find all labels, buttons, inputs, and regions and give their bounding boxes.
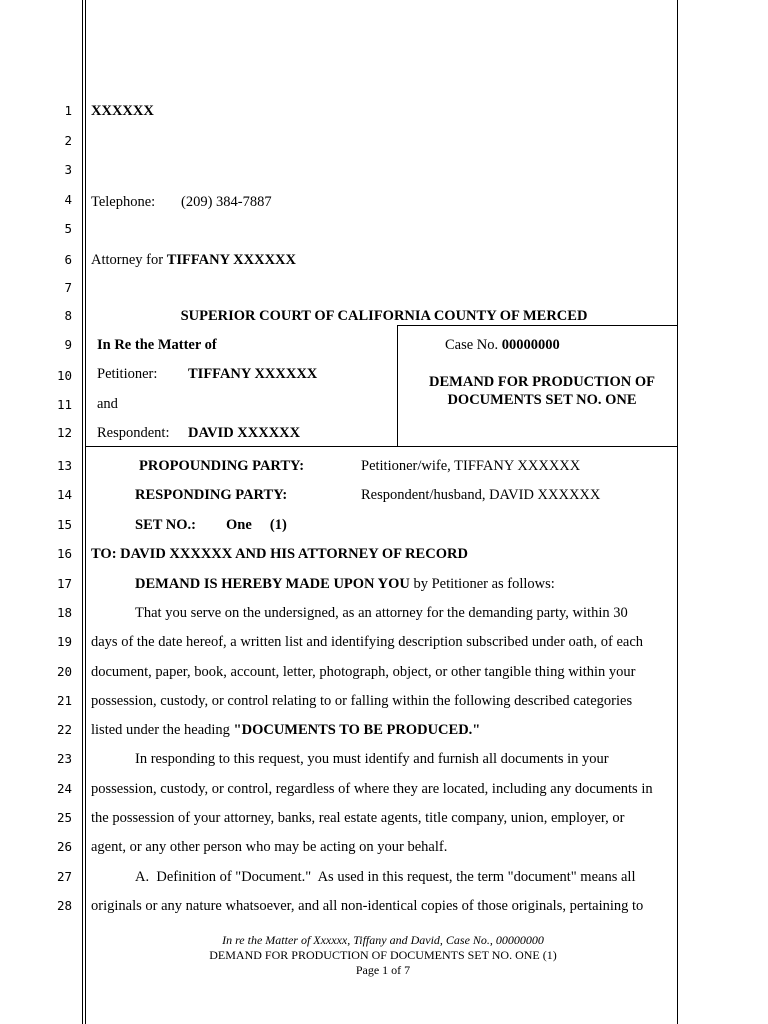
to-line: TO: DAVID XXXXXX AND HIS ATTORNEY OF RECORD xyxy=(91,546,468,562)
body-line-20: document, paper, book, account, letter, photograph, object, or other tangible thing within your xyxy=(91,664,636,680)
court-name: SUPERIOR COURT OF CALIFORNIA COUNTY OF MERCED xyxy=(180,308,588,324)
line-number: 7 xyxy=(64,280,72,295)
line-number: 2 xyxy=(64,133,72,148)
propounding-label: PROPOUNDING PARTY: xyxy=(139,458,305,474)
line-number: 20 xyxy=(56,664,72,679)
demand-bold: DEMAND IS HEREBY MADE UPON YOU xyxy=(135,576,410,592)
line-number: 17 xyxy=(56,576,72,591)
body-line-18: That you serve on the undersigned, as an attorney for the demanding party, within 30 xyxy=(135,605,628,621)
document-title-line-2: DOCUMENTS SET NO. ONE xyxy=(447,392,637,408)
case-label: Case No. xyxy=(445,337,499,353)
telephone-value: (209) 384-7887 xyxy=(181,194,272,210)
caption-top-line xyxy=(397,325,677,326)
footer-page-number: Page 1 of 7 xyxy=(355,963,411,977)
set-value: One (1) xyxy=(226,517,287,533)
line-number: 1 xyxy=(64,103,72,118)
body-line-28: originals or any nature whatsoever, and all non-identical copies of those originals, pertaining to xyxy=(91,898,644,914)
caption-and: and xyxy=(97,396,118,412)
body-line-23: In responding to this request, you must identify and furnish all documents in your xyxy=(135,751,609,767)
caption-divider xyxy=(397,325,398,446)
line-number: 27 xyxy=(56,869,72,884)
body-line-24: possession, custody, or control, regardless of where they are located, including any documents in xyxy=(91,781,653,797)
respondent-name: DAVID XXXXXX xyxy=(188,425,301,441)
left-margin-line-1 xyxy=(82,0,83,1024)
telephone-label: Telephone: xyxy=(91,194,156,210)
line-number: 23 xyxy=(56,751,72,766)
line-number: 4 xyxy=(64,192,72,207)
caption-matter: In Re the Matter of xyxy=(97,337,217,353)
caption-bottom-line xyxy=(86,446,677,447)
petitioner-name: TIFFANY XXXXXX xyxy=(188,366,318,382)
attorney-for-name: TIFFANY XXXXXX xyxy=(166,252,296,268)
attorney-for-line xyxy=(91,250,296,270)
line-number: 5 xyxy=(64,221,72,236)
right-margin-line xyxy=(677,0,678,1024)
line-number: 25 xyxy=(56,810,72,825)
body-line-21: possession, custody, or control relating to or falling within the following described categories xyxy=(91,693,633,709)
left-margin-line-2 xyxy=(85,0,86,1024)
attorney-name: XXXXXX xyxy=(91,103,154,119)
line-number: 28 xyxy=(56,898,72,913)
propounding-value: Petitioner/wife, TIFFANY XXXXXX xyxy=(361,458,581,474)
line-number: 10 xyxy=(56,368,72,383)
demand-rest: by Petitioner as follows: xyxy=(409,576,555,592)
body-line-26: agent, or any other person who may be acting on your behalf. xyxy=(91,839,448,855)
line-number: 22 xyxy=(56,722,72,737)
line-number: 12 xyxy=(56,425,72,440)
case-number: 00000000 xyxy=(501,337,560,353)
line-number: 8 xyxy=(64,308,72,323)
body-line-22-a: listed under the heading xyxy=(91,722,234,738)
footer-line-2: DEMAND FOR PRODUCTION OF DOCUMENTS SET NO. ONE (1) xyxy=(209,948,557,962)
responding-label: RESPONDING PARTY: xyxy=(135,487,288,503)
petitioner-label: Petitioner: xyxy=(97,366,158,382)
body-line-19: days of the date hereof, a written list and identifying description subscribed under oath, of each xyxy=(91,634,644,650)
line-number: 15 xyxy=(56,517,72,532)
line-number: 13 xyxy=(56,458,72,473)
line-number: 19 xyxy=(56,634,72,649)
line-number: 26 xyxy=(56,839,72,854)
set-label: SET NO.: xyxy=(135,517,196,533)
respondent-label: Respondent: xyxy=(97,425,170,441)
case-number-line xyxy=(445,335,560,355)
line-number: 24 xyxy=(56,781,72,796)
line-number: 14 xyxy=(56,487,72,502)
line-number: 16 xyxy=(56,546,72,561)
line-number: 6 xyxy=(64,252,72,267)
line-number: 11 xyxy=(56,397,72,412)
line-number: 21 xyxy=(56,693,72,708)
line-number: 3 xyxy=(64,162,72,177)
responding-value: Respondent/husband, DAVID XXXXXX xyxy=(361,487,601,503)
line-number: 18 xyxy=(56,605,72,620)
body-line-25: the possession of your attorney, banks, real estate agents, title company, union, employer, or xyxy=(91,810,625,826)
attorney-for-label: Attorney for xyxy=(91,252,164,268)
demand-line xyxy=(135,574,555,594)
document-title-line-1: DEMAND FOR PRODUCTION OF xyxy=(429,374,655,390)
body-line-22-b: "DOCUMENTS TO BE PRODUCED." xyxy=(233,722,481,738)
body-line-22 xyxy=(91,720,480,740)
body-line-27: A. Definition of "Document." As used in this request, the term "document" means all xyxy=(135,869,636,885)
line-number: 9 xyxy=(64,337,72,352)
footer-line-1: In re the Matter of Xxxxxx, Tiffany and David, Case No., 00000000 xyxy=(222,933,544,947)
